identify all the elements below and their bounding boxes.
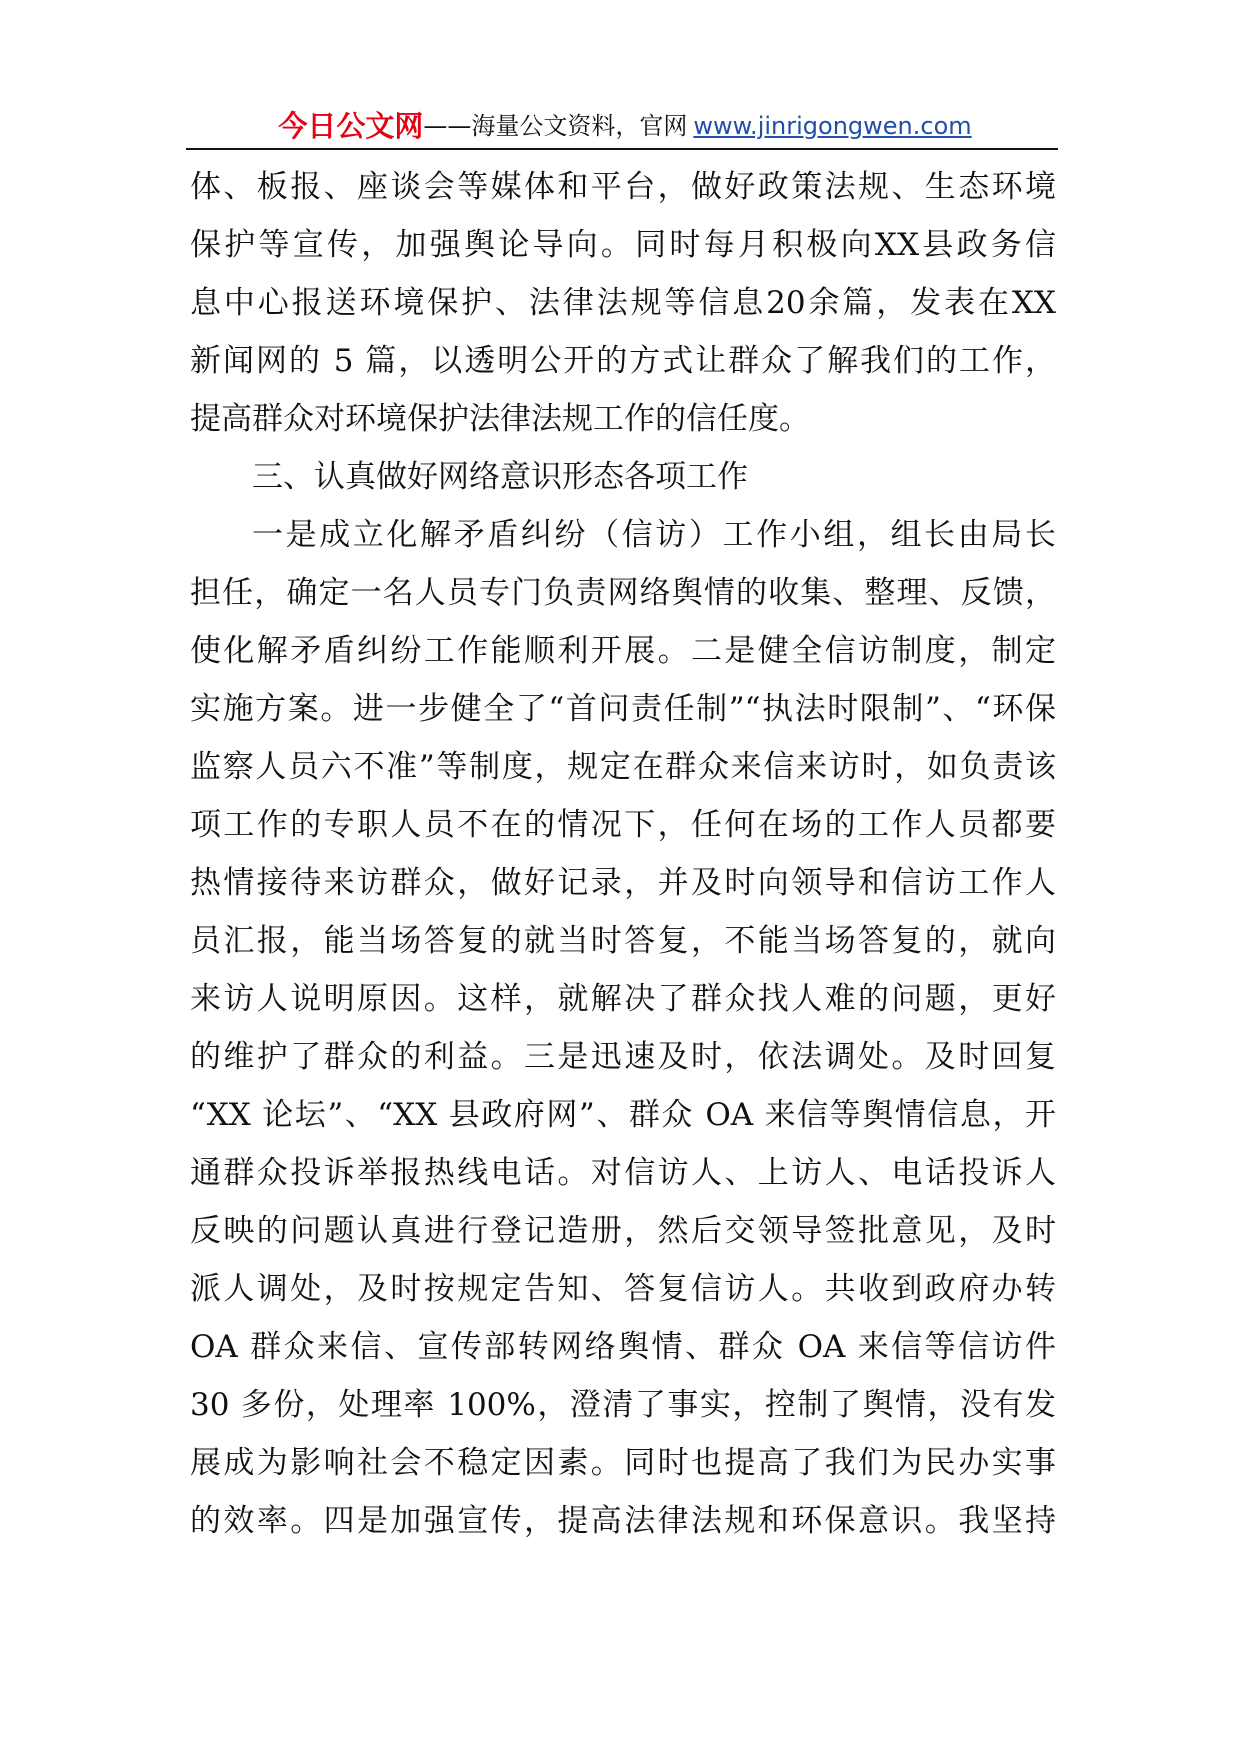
paragraph-line: 热情接待来访群众，做好记录，并及时向领导和信访工作人 — [190, 865, 1056, 901]
paragraph-line: 保护等宣传，加强舆论导向。同时每月积极向XX县政务信 — [190, 227, 1056, 263]
paragraph-line: 息中心报送环境保护、法律法规等信息20余篇，发表在XX — [190, 285, 1056, 321]
page-header — [190, 102, 1060, 146]
paragraph-line: 新闻网的 5 篇，以透明公开的方式让群众了解我们的工作， — [190, 343, 1056, 379]
document-body — [190, 158, 1056, 1550]
paragraph-line: 项工作的专职人员不在的情况下，任何在场的工作人员都要 — [190, 807, 1056, 843]
paragraph-line: 反映的问题认真进行登记造册，然后交领导签批意见，及时 — [190, 1213, 1056, 1249]
paragraph-line: 担任，确定一名人员专门负责网络舆情的收集、整理、反馈， — [190, 575, 1056, 611]
section-heading: 三、认真做好网络意识形态各项工作 — [252, 459, 748, 495]
paragraph-line: 使化解矛盾纠纷工作能顺利开展。二是健全信访制度，制定 — [190, 633, 1056, 669]
site-name-logo: 今日公文网 — [278, 109, 424, 143]
paragraph-line: 实施方案。进一步健全了“首问责任制”“执法时限制”、“环保 — [190, 691, 1056, 727]
paragraph-line: 展成为影响社会不稳定因素。同时也提高了我们为民办实事 — [190, 1445, 1056, 1481]
paragraph-line: 的效率。四是加强宣传，提高法律法规和环保意识。我坚持 — [190, 1503, 1056, 1539]
paragraph-line: 监察人员六不准”等制度，规定在群众来信来访时，如负责该 — [190, 749, 1056, 785]
paragraph-line: “XX 论坛”、“XX 县政府网”、群众 OA 来信等舆情信息，开 — [190, 1097, 1056, 1133]
paragraph-line: 通群众投诉举报热线电话。对信访人、上访人、电话投诉人 — [190, 1155, 1056, 1191]
paragraph-line: 派人调处，及时按规定告知、答复信访人。共收到政府办转 — [190, 1271, 1056, 1307]
paragraph-line: 30 多份，处理率 100%，澄清了事实，控制了舆情，没有发 — [190, 1387, 1056, 1423]
header-dash: —— — [423, 112, 472, 140]
site-url-link[interactable]: www.jinrigongwen.com — [693, 112, 972, 140]
paragraph-line: 提高群众对环境保护法律法规工作的信任度。 — [190, 401, 810, 437]
paragraph-line: 来访人说明原因。这样，就解决了群众找人难的问题，更好 — [190, 981, 1056, 1017]
paragraph-line: 的维护了群众的利益。三是迅速及时，依法调处。及时回复 — [190, 1039, 1056, 1075]
paragraph-line: 体、板报、座谈会等媒体和平台，做好政策法规、生态环境 — [190, 169, 1056, 205]
header-tagline: 海量公文资料，官网 — [471, 112, 688, 140]
paragraph-line: 员汇报，能当场答复的就当时答复，不能当场答复的，就向 — [190, 923, 1056, 959]
paragraph-line: OA 群众来信、宣传部转网络舆情、群众 OA 来信等信访件 — [190, 1329, 1056, 1365]
paragraph-line: 一是成立化解矛盾纠纷（信访）工作小组，组长由局长 — [252, 517, 1056, 553]
header-divider — [186, 148, 1058, 150]
